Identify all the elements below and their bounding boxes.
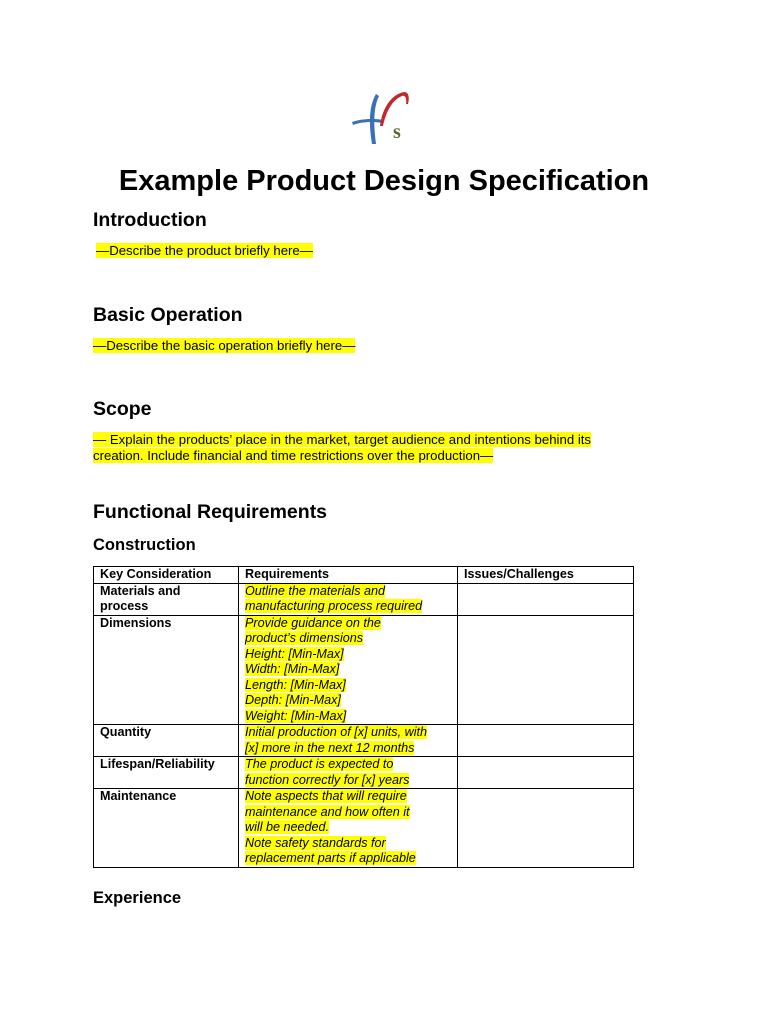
header-issues-challenges: Issues/Challenges xyxy=(458,567,634,584)
scope-line-2: creation. Include financial and time restrictions over the production— xyxy=(93,448,494,463)
requirement-text: product’s dimensions xyxy=(245,631,364,645)
key-consideration-cell xyxy=(94,757,239,789)
key-consideration-text: Maintenance xyxy=(100,789,177,803)
basic-operation-heading: Basic Operation xyxy=(93,304,243,326)
issues-challenges-cell xyxy=(458,725,634,757)
requirement-text: Initial production of [x] units, with xyxy=(245,725,428,739)
basic-operation-placeholder: —Describe the basic operation briefly here— xyxy=(93,338,356,353)
table-row xyxy=(94,757,634,789)
construction-heading: Construction xyxy=(93,536,196,554)
introduction-heading: Introduction xyxy=(93,209,207,231)
scope-line-1: — Explain the products’ place in the market, target audience and intentions behind its xyxy=(93,432,592,447)
requirement-text: maintenance and how often it xyxy=(245,804,410,819)
header-requirements: Requirements xyxy=(239,567,458,584)
key-consideration-text: Lifespan/Reliability xyxy=(100,757,215,771)
functional-requirements-heading: Functional Requirements xyxy=(93,501,328,523)
table-row xyxy=(94,615,634,725)
table-row xyxy=(94,789,634,868)
key-consideration-cell xyxy=(94,583,239,615)
document-title: Example Product Design Specification xyxy=(118,165,650,197)
requirements-cell xyxy=(239,789,458,868)
requirement-text: Length: [Min-Max] xyxy=(245,677,346,692)
requirement-text: manufacturing process required xyxy=(245,599,423,613)
requirement-text: Note safety standards for xyxy=(245,835,386,850)
issues-challenges-cell xyxy=(458,615,634,725)
scope-text xyxy=(93,432,653,464)
requirement-text: will be needed. xyxy=(245,820,330,834)
requirements-cell xyxy=(239,583,458,615)
requirement-text: function correctly for [x] years xyxy=(245,772,410,787)
requirement-text: The product is expected to xyxy=(245,757,394,771)
key-consideration-text: Dimensions xyxy=(100,615,172,630)
requirements-cell xyxy=(239,725,458,757)
issues-challenges-cell xyxy=(458,789,634,868)
svg-text:s: s xyxy=(393,121,401,143)
key-consideration-text: Materials and xyxy=(100,583,181,598)
introduction-text xyxy=(96,243,656,259)
experience-heading: Experience xyxy=(93,889,182,907)
key-consideration-text: process xyxy=(100,599,149,613)
requirement-text: Width: [Min-Max] xyxy=(245,662,340,676)
requirement-text: replacement parts if applicable xyxy=(245,851,416,865)
requirement-text: Depth: [Min-Max] xyxy=(245,693,341,707)
key-consideration-cell xyxy=(94,789,239,868)
requirements-cell xyxy=(239,757,458,789)
header-key-consideration: Key Consideration xyxy=(94,567,239,584)
requirement-text: Note aspects that will require xyxy=(245,789,407,803)
key-consideration-cell xyxy=(94,725,239,757)
company-logo xyxy=(346,86,422,150)
introduction-placeholder: —Describe the product briefly here— xyxy=(96,243,313,258)
construction-table xyxy=(93,566,634,868)
requirement-text: Provide guidance on the xyxy=(245,615,381,630)
key-consideration-text: Quantity xyxy=(100,725,152,739)
requirement-text: Height: [Min-Max] xyxy=(245,646,344,661)
requirement-text: Weight: [Min-Max] xyxy=(245,708,347,723)
issues-challenges-cell xyxy=(458,757,634,789)
basic-operation-text xyxy=(93,338,653,354)
requirements-cell xyxy=(239,615,458,725)
table-row xyxy=(94,583,634,615)
requirement-text: Outline the materials and xyxy=(245,583,386,598)
table-header-row xyxy=(94,567,634,584)
table-row xyxy=(94,725,634,757)
issues-challenges-cell xyxy=(458,583,634,615)
scope-heading: Scope xyxy=(93,398,152,420)
key-consideration-cell xyxy=(94,615,239,725)
requirement-text: [x] more in the next 12 months xyxy=(245,740,415,755)
